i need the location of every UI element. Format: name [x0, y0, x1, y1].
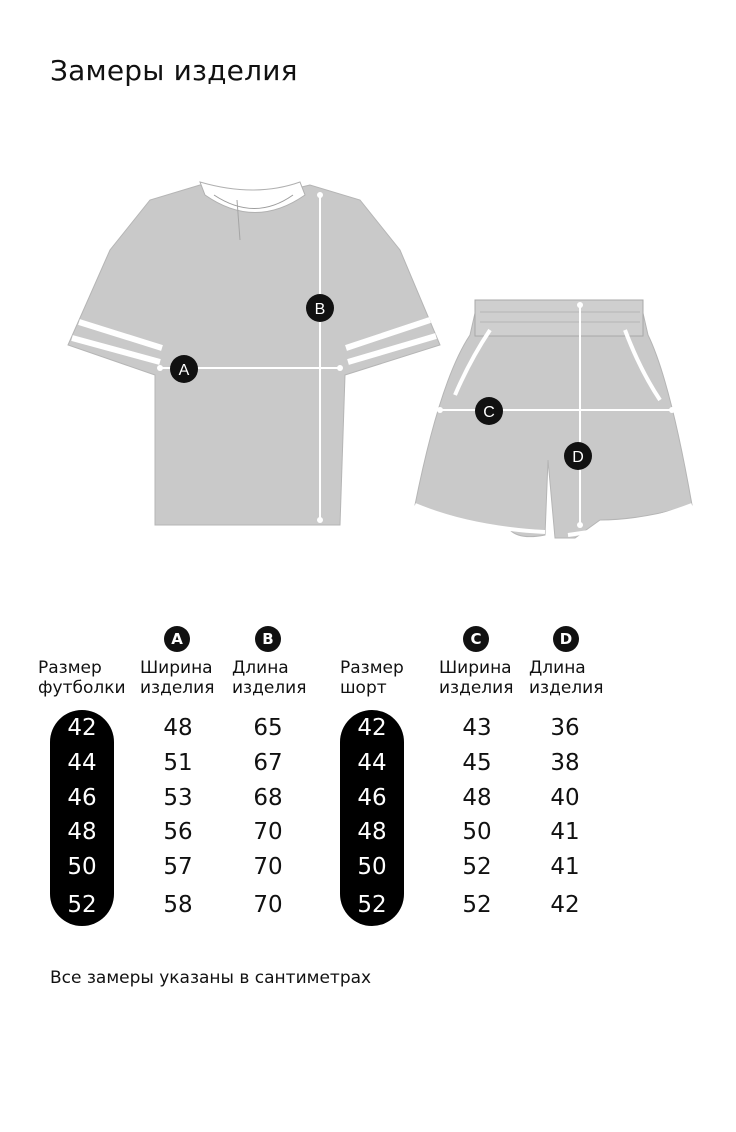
tshirt-length-cell: 67: [253, 750, 283, 776]
shorts-size-cell: 42: [357, 715, 387, 741]
shorts-size-cell: 50: [357, 854, 387, 880]
tshirt-width-cell: 51: [163, 750, 193, 776]
tshirt-width-cell: 58: [163, 892, 193, 918]
badge-b-label: B: [314, 301, 326, 318]
shorts-width-cell: 45: [462, 750, 492, 776]
tshirt-width-cell: 56: [163, 819, 193, 845]
tshirt-length-cell: 65: [253, 715, 283, 741]
shorts-width-cell: 52: [462, 892, 492, 918]
shorts-length-cell: 41: [550, 819, 580, 845]
garment-illustration: [0, 160, 736, 560]
shorts-drawing: [415, 300, 692, 538]
shorts-width-cell: 50: [462, 819, 492, 845]
tshirt-width-cell: 53: [163, 785, 193, 811]
badge-a-label: A: [178, 362, 190, 379]
shorts-size-header: Размер шорт: [340, 658, 404, 698]
tshirt-size-cell: 46: [67, 785, 97, 811]
tshirt-length-cell: 70: [253, 854, 283, 880]
header-badge-b: B: [255, 626, 281, 652]
shorts-length-header: Длина изделия: [529, 658, 604, 698]
tshirt-size-cell: 48: [67, 819, 97, 845]
tshirt-length-cell: 70: [253, 819, 283, 845]
header-badge-a: A: [164, 626, 190, 652]
shorts-size-cell: 48: [357, 819, 387, 845]
tshirt-length-cell: 68: [253, 785, 283, 811]
header-badge-c: C: [463, 626, 489, 652]
shorts-width-cell: 48: [462, 785, 492, 811]
tshirt-drawing: [68, 182, 440, 525]
footnote: Все замеры указаны в сантиметрах: [50, 968, 372, 988]
page-title: Замеры изделия: [50, 54, 298, 87]
shorts-size-cell: 46: [357, 785, 387, 811]
badge-c-label: C: [483, 404, 495, 421]
tshirt-length-header: Длина изделия: [232, 658, 307, 698]
shorts-length-cell: 41: [550, 854, 580, 880]
tshirt-size-cell: 42: [67, 715, 97, 741]
shorts-length-cell: 36: [550, 715, 580, 741]
tshirt-size-cell: 52: [67, 892, 97, 918]
shorts-width-cell: 43: [462, 715, 492, 741]
shorts-length-cell: 42: [550, 892, 580, 918]
tshirt-size-cell: 44: [67, 750, 97, 776]
tshirt-width-header: Ширина изделия: [140, 658, 215, 698]
tshirt-length-cell: 70: [253, 892, 283, 918]
tshirt-width-cell: 48: [163, 715, 193, 741]
shorts-length-cell: 38: [550, 750, 580, 776]
shorts-width-header: Ширина изделия: [439, 658, 514, 698]
tshirt-size-header: Размер футболки: [38, 658, 126, 698]
header-badge-d: D: [553, 626, 579, 652]
shorts-length-cell: 40: [550, 785, 580, 811]
shorts-width-cell: 52: [462, 854, 492, 880]
badge-d-label: D: [572, 449, 584, 466]
tshirt-size-cell: 50: [67, 854, 97, 880]
tshirt-width-cell: 57: [163, 854, 193, 880]
shorts-size-cell: 44: [357, 750, 387, 776]
shorts-size-cell: 52: [357, 892, 387, 918]
